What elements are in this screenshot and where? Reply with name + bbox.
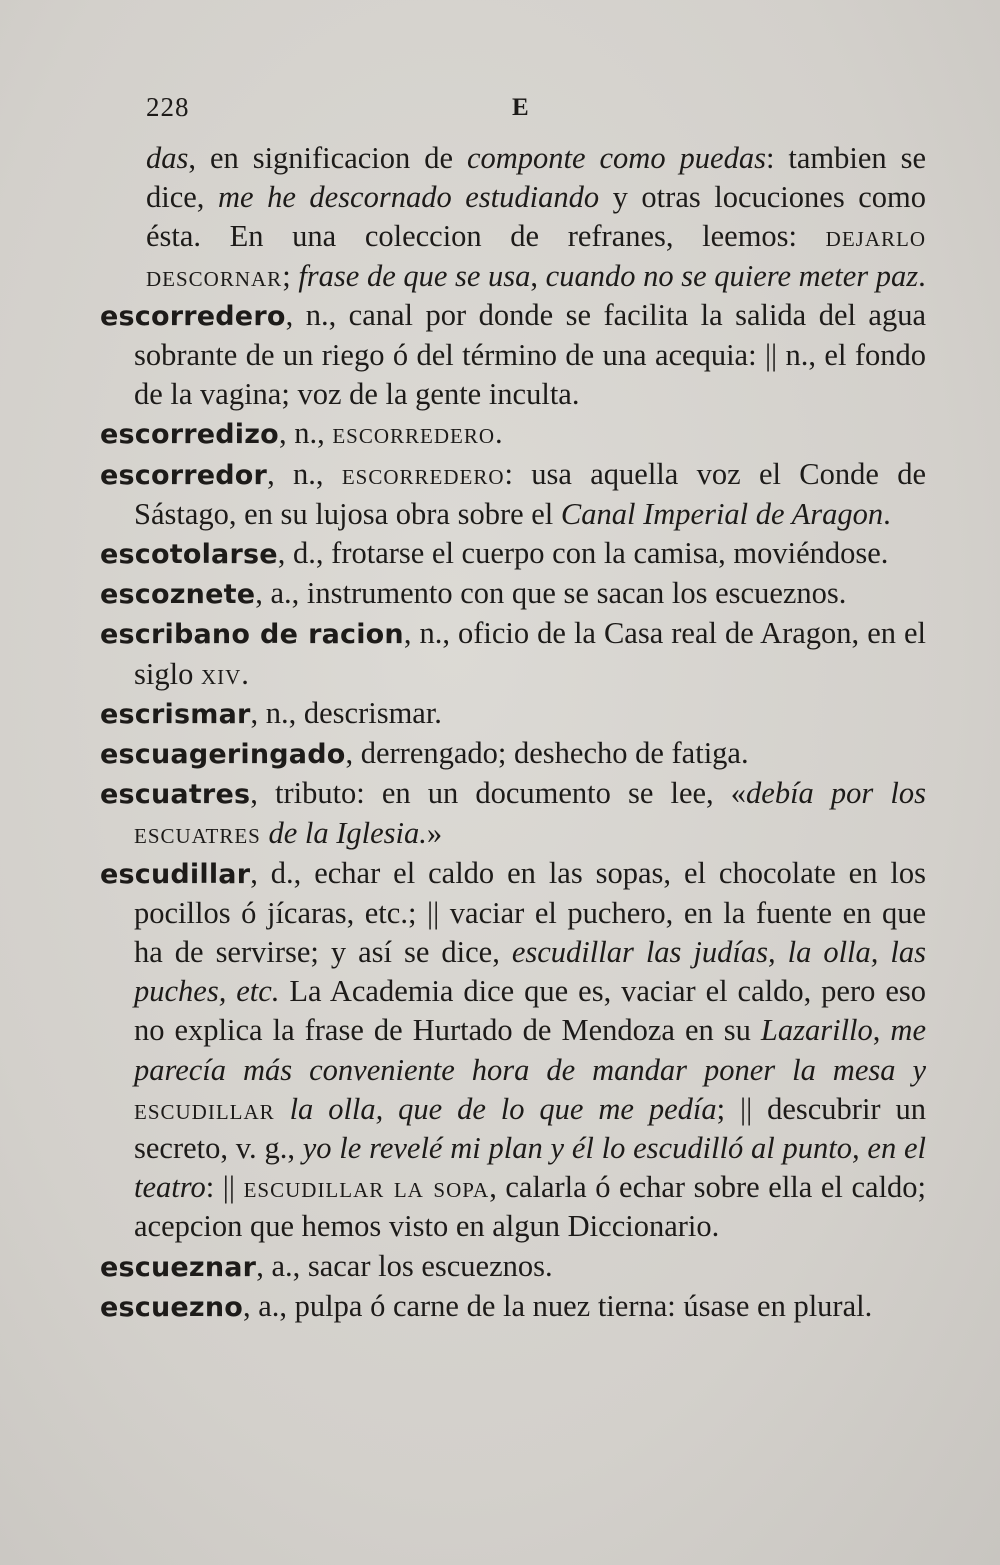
- dictionary-entry: [100, 694, 926, 734]
- entry-text: : tambien se dice,: [146, 141, 927, 215]
- entry-text: , a., instrumento con que se sacan los escueznos.: [255, 576, 847, 611]
- dictionary-entry: [100, 614, 926, 693]
- small-caps-text: escorredero: [341, 456, 505, 491]
- entry-text: , n., oficio de la Casa real de Aragon, en el siglo: [134, 616, 926, 691]
- small-caps-text: escudillar la sopa: [243, 1170, 490, 1205]
- entry-headword: escoznete: [100, 579, 256, 611]
- italic-text: escudillar las judías, la olla, las puches, etc.: [134, 935, 926, 1009]
- italic-text: das: [146, 141, 189, 175]
- entry-text: , d., echar el caldo en las sopas, el chocolate en los pocillos ó jícaras, etc.; || vaciar el puchero, en la fuente en que ha de servirse; y así se dice,: [134, 855, 926, 970]
- small-caps-text: escudillar: [134, 1091, 275, 1126]
- page-header: [146, 92, 926, 132]
- entry-headword: escotolarse: [100, 539, 278, 571]
- entry-text: , a., pulpa ó carne de la nuez tierna: úsase en plural.: [243, 1288, 873, 1323]
- italic-text: me he descornado estudiando: [217, 180, 600, 215]
- entry-headword: escuatres: [100, 779, 251, 811]
- dictionary-entry: [100, 854, 926, 1247]
- dictionary-entry: [100, 296, 926, 415]
- italic-text: frase de que se usa: [298, 258, 531, 293]
- italic-text: cuando no se quiere meter paz: [545, 258, 919, 293]
- entry-text: , n.,: [267, 456, 342, 491]
- entry-text: »: [426, 816, 443, 851]
- entry-headword: escribano de racion: [100, 619, 404, 651]
- entry-text: , n.,: [278, 416, 333, 451]
- italic-text: de la Iglesia.: [260, 816, 427, 851]
- entry-text: .: [883, 496, 891, 531]
- small-caps-text: escorredero: [332, 416, 495, 451]
- entry-text: , n., canal por donde se facilita la salida del agua sobrante de un riego ó del término de una acequia: || n., el fondo de la vagina; voz de la gente inculta.: [134, 297, 926, 412]
- entry-headword: escudillar: [100, 858, 251, 890]
- entry-text: La Academia dice que es, vaciar el caldo, pero eso no explica la frase de Hurtado de Mendoza en su: [134, 974, 926, 1048]
- italic-text: Lazarillo: [760, 1013, 873, 1048]
- dictionary-entries: [100, 139, 926, 1327]
- italic-text: debía por los: [746, 776, 926, 811]
- entry-text: .: [495, 416, 503, 451]
- entry-text: , a., sacar los escueznos.: [256, 1248, 553, 1283]
- entry-headword: escueznar: [100, 1251, 257, 1283]
- dictionary-entry: [100, 455, 926, 534]
- entry-text: y otras locuciones como ésta. En una coleccion de refranes, leemos:: [146, 180, 926, 254]
- entry-headword: escrismar: [100, 698, 251, 730]
- entry-headword: escorredizo: [100, 419, 279, 451]
- dictionary-entry: [100, 414, 926, 454]
- entry-text: : ||: [205, 1170, 244, 1205]
- entry-headword: escorredor: [100, 459, 268, 491]
- dictionary-entry: [100, 774, 926, 853]
- entry-text: ;: [282, 258, 299, 293]
- entry-text: ,: [872, 1013, 891, 1048]
- dictionary-entry: [100, 734, 926, 774]
- entry-text: , en significacion de: [188, 141, 467, 175]
- entry-headword: escorredero: [100, 300, 286, 332]
- italic-text: la olla, que de lo que me pedía: [274, 1091, 717, 1126]
- dictionary-entry: [100, 534, 926, 574]
- entry-text: , tributo: en un documento se lee, «: [250, 776, 747, 811]
- italic-text: Canal Imperial de Aragon: [560, 496, 884, 531]
- small-caps-text: escuatres: [134, 816, 261, 851]
- entry-text: ,: [530, 258, 546, 293]
- entry-text: : usa aquella voz el Conde de Sástago, en su lujosa obra sobre el: [134, 456, 926, 531]
- dictionary-entry: [100, 574, 926, 614]
- entry-text: , derrengado; deshecho de fatiga.: [345, 736, 749, 771]
- entry-text: , calarla ó echar sobre ella el caldo; acepcion que hemos visto en algun Diccionario.: [134, 1170, 927, 1244]
- italic-text: yo le revelé mi plan y él lo escudilló al punto, en el teatro: [134, 1131, 926, 1205]
- entry-continuation: [100, 139, 926, 296]
- entry-headword: escuezno: [100, 1291, 244, 1323]
- entry-text: .: [241, 656, 249, 691]
- italic-text: me parecía más conveniente hora de mandar poner la mesa y: [134, 1013, 926, 1087]
- page-number: 228: [146, 92, 190, 122]
- dictionary-entry: [100, 1247, 926, 1287]
- entry-text: ; || descubrir un secreto, v. g.,: [134, 1091, 926, 1166]
- italic-text: componte como puedas: [466, 141, 766, 175]
- entry-text: , n., descrismar.: [250, 695, 442, 730]
- small-caps-text: dejarlo descornar: [146, 219, 926, 293]
- small-caps-text: xiv: [200, 656, 242, 691]
- entry-text: .: [918, 258, 926, 293]
- entry-text: , d., frotarse el cuerpo con la camisa, moviéndose.: [277, 536, 889, 571]
- entry-headword: escuageringado: [100, 739, 346, 771]
- section-letter: E: [512, 94, 529, 121]
- dictionary-entry: [100, 1287, 926, 1327]
